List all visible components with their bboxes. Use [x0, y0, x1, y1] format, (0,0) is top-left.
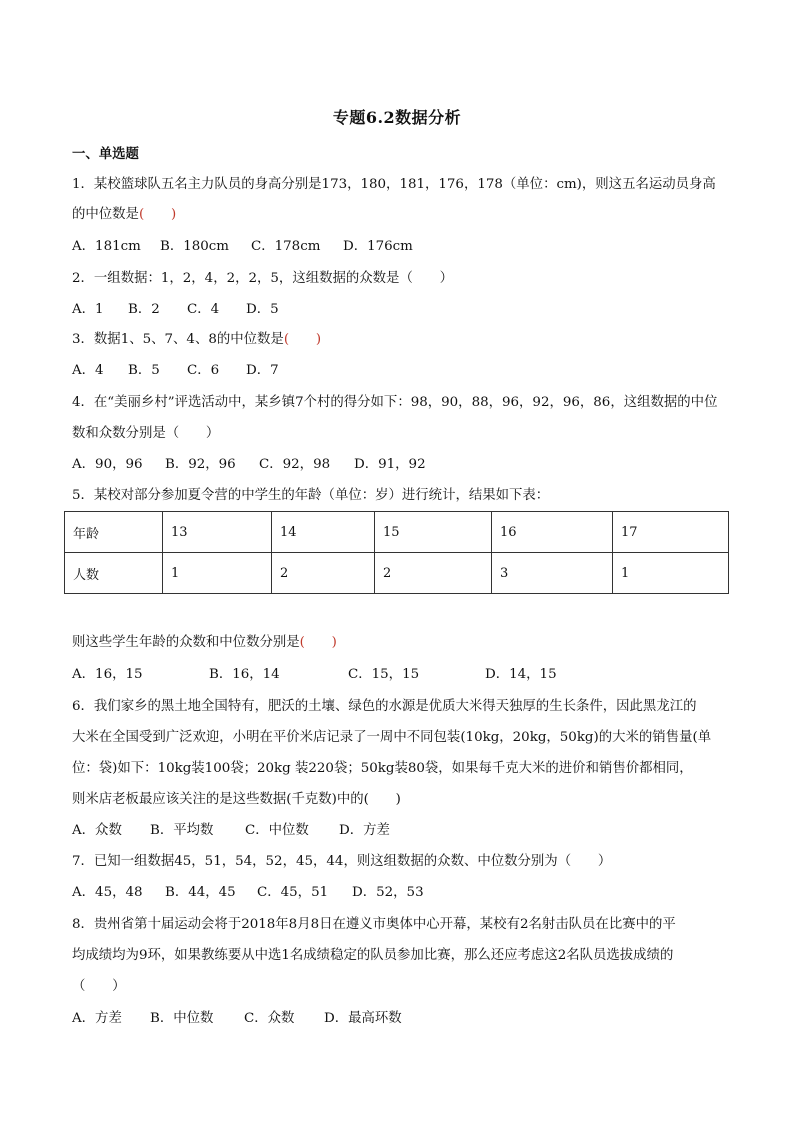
table-row [65, 512, 729, 553]
option-c: C．4 [187, 302, 220, 317]
option-a: A．4 [72, 363, 104, 378]
table-cell: 1 [613, 553, 729, 594]
option-b: B．180cm [160, 239, 229, 254]
question-8-text-cont-2: （ ） [72, 979, 126, 994]
option-a: A．90，96 [72, 457, 143, 472]
option-b: B．2 [128, 302, 160, 317]
question-6-text-cont-2: 位：袋)如下：10kg装100袋；20kg 装220袋；50kg装80袋，如果每千克大米的进价和销售价都相同， [72, 761, 693, 776]
question-8-options [72, 1010, 732, 1028]
table-cell: 3 [492, 553, 613, 594]
question-2-options [72, 301, 732, 319]
option-b: B．中位数 [150, 1011, 214, 1026]
option-c: C．众数 [244, 1011, 295, 1026]
question-4-text-cont: 数和众数分别是（ ） [72, 426, 220, 441]
table-cell: 年龄 [65, 512, 163, 553]
question-7-options [72, 884, 732, 902]
option-d: D．方差 [339, 823, 390, 838]
table-cell: 1 [163, 553, 272, 594]
option-c: C．15，15 [348, 667, 420, 682]
option-c: C．6 [187, 363, 220, 378]
option-b: B．平均数 [150, 823, 214, 838]
question-5-options [72, 666, 732, 684]
table-cell: 14 [272, 512, 375, 553]
question-5-text-cont: 则这些学生年龄的众数和中位数分别是( ) [72, 635, 337, 650]
section-heading: 一、单选题 [72, 146, 139, 162]
age-table [64, 511, 729, 594]
question-4-options [72, 456, 732, 474]
question-1-options [72, 238, 732, 256]
question-1-text: 1．某校篮球队五名主力队员的身高分别是173，180，181，176，178（单位：cm)，则这五名运动员身高 [72, 177, 716, 192]
question-5-text: 5．某校对部分参加夏令营的中学生的年龄（单位：岁）进行统计，结果如下表： [72, 488, 550, 503]
table-cell: 16 [492, 512, 613, 553]
option-c: C．45，51 [257, 885, 329, 900]
question-8-text: 8．贵州省第十届运动会将于2018年8月8日在遵义市奥体中心开幕，某校有2名射击队员在比赛中的平 [72, 917, 676, 932]
option-a: A．1 [72, 302, 104, 317]
table-cell: 人数 [65, 553, 163, 594]
option-a: A．方差 [72, 1011, 122, 1026]
option-a: A．16，15 [72, 667, 143, 682]
option-c: C．中位数 [245, 823, 309, 838]
option-b: B．16，14 [209, 667, 280, 682]
option-b: B．92，96 [165, 457, 236, 472]
option-b: B．5 [128, 363, 160, 378]
answer-paren: ( ) [283, 332, 322, 347]
question-6-text: 6．我们家乡的黑土地全国特有，肥沃的土壤、绿色的水源是优质大米得天独厚的生长条件，因此黑龙江的 [72, 699, 697, 714]
question-6-text-cont-3: 则米店老板最应该关注的是这些数据(千克数)中的( ) [72, 792, 401, 807]
option-d: D．176cm [343, 239, 413, 254]
option-d: D．91，92 [354, 457, 426, 472]
answer-paren: ( ) [299, 635, 337, 650]
question-2-text: 2．一组数据：1，2，4，2，2，5，这组数据的众数是（ ） [72, 271, 454, 286]
table-cell: 17 [613, 512, 729, 553]
table-row [65, 553, 729, 594]
question-4-text: 4．在“美丽乡村”评选活动中，某乡镇7个村的得分如下：98，90，88，96，92，96，86，这组数据的中位 [72, 395, 718, 410]
table-cell: 15 [375, 512, 492, 553]
option-a: A．45，48 [72, 885, 143, 900]
question-8-text-cont-1: 均成绩均为9环，如果教练要从中选1名成绩稳定的队员参加比赛，那么还应考虑这2名队员选拔成绩的 [72, 948, 674, 963]
option-d: D．52，53 [352, 885, 424, 900]
question-7-text: 7．已知一组数据45，51，54，52，45，44，则这组数据的众数、中位数分别为（ ） [72, 854, 612, 869]
option-d: D．最高环数 [324, 1011, 402, 1026]
table-cell: 2 [272, 553, 375, 594]
option-c: C．92，98 [259, 457, 331, 472]
page-title: 专题6.2数据分析 [332, 108, 462, 127]
option-a: A．181cm [72, 239, 141, 254]
answer-paren: ( ) [138, 207, 177, 222]
question-3-text: 3．数据1、5、7、4、8的中位数是( ) [72, 332, 322, 347]
option-d: D．5 [246, 302, 279, 317]
question-6-text-cont-1: 大米在全国受到广泛欢迎，小明在平价米店记录了一周中不同包装(10kg，20kg，50kg)的大米的销售量(单 [72, 730, 712, 745]
table-cell: 13 [163, 512, 272, 553]
question-3-options [72, 362, 732, 380]
option-a: A．众数 [72, 823, 122, 838]
question-6-options [72, 822, 732, 840]
option-d: D．7 [246, 363, 279, 378]
question-1-text-cont: 的中位数是( ) [72, 207, 177, 222]
option-d: D．14，15 [485, 667, 557, 682]
option-c: C．178cm [251, 239, 321, 254]
option-b: B．44，45 [165, 885, 236, 900]
table-cell: 2 [375, 553, 492, 594]
